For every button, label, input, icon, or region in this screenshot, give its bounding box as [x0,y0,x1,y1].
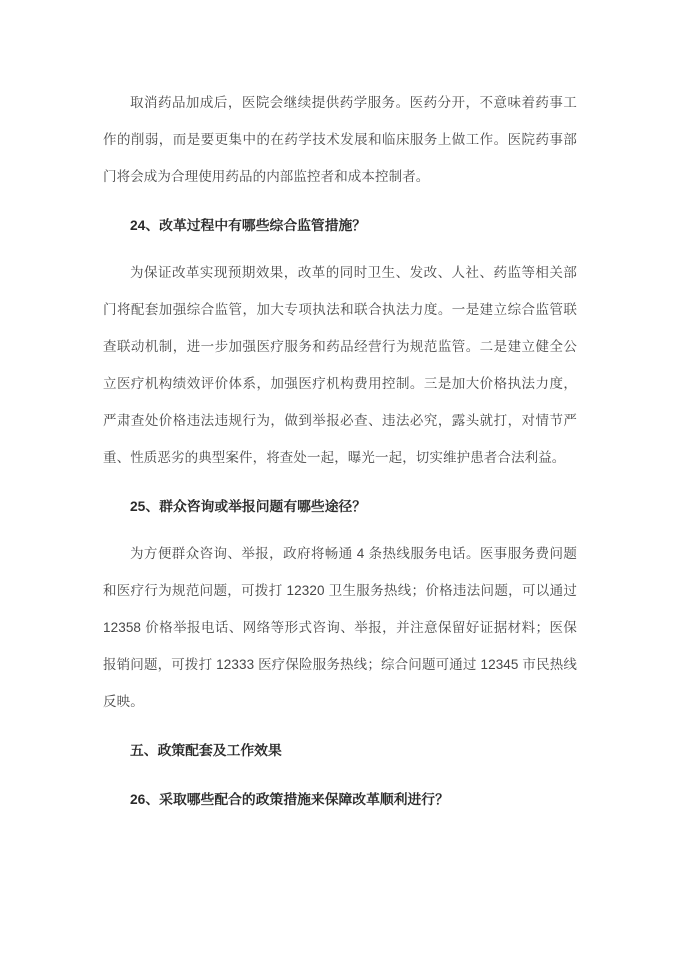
document-content [103,84,577,818]
paragraph-pharmacy-services: 取消药品加成后，医院会继续提供药学服务。医药分开，不意味着药事工作的削弱，而是要更集中的在药学技术发展和临床服务上做工作。医院药事部门将会成为合理使用药品的内部监控者和成本控制者。 [103,95,577,184]
section-heading-5: 五、政策配套及工作效果 [130,743,282,758]
question-heading-26: 26、采取哪些配合的政策措施来保障改革顺利进行？ [130,792,449,807]
question-heading-24: 24、改革过程中有哪些综合监管措施？ [130,218,367,233]
paragraph-hotline-channels: 为方便群众咨询、举报，政府将畅通 4 条热线服务电话。医事服务费问题和医疗行为规范问题，可拨打 12320 卫生服务热线；价格违法问题，可以通过 12358 价格举报电话、网络等形式咨询、举报，并注意保留好证据材料；医保报销问题，可拨打 12333 医疗保险服务热线；综合问题可通过 12345 市民热线反映。 [103,546,577,709]
paragraph-supervision-measures: 为保证改革实现预期效果，改革的同时卫生、发改、人社、药监等相关部门将配套加强综合监管，加大专项执法和联合执法力度。一是建立综合监管联查联动机制，进一步加强医疗服务和药品经营行为规范监管。二是建立健全公立医疗机构绩效评价体系，加强医疗机构费用控制。三是加大价格执法力度，严肃查处价格违法违规行为，做到举报必查、违法必究，露头就打，对情节严重、性质恶劣的典型案件，将查处一起，曝光一起，切实维护患者合法利益。 [103,265,577,465]
question-heading-25: 25、群众咨询或举报问题有哪些途径？ [130,499,367,514]
